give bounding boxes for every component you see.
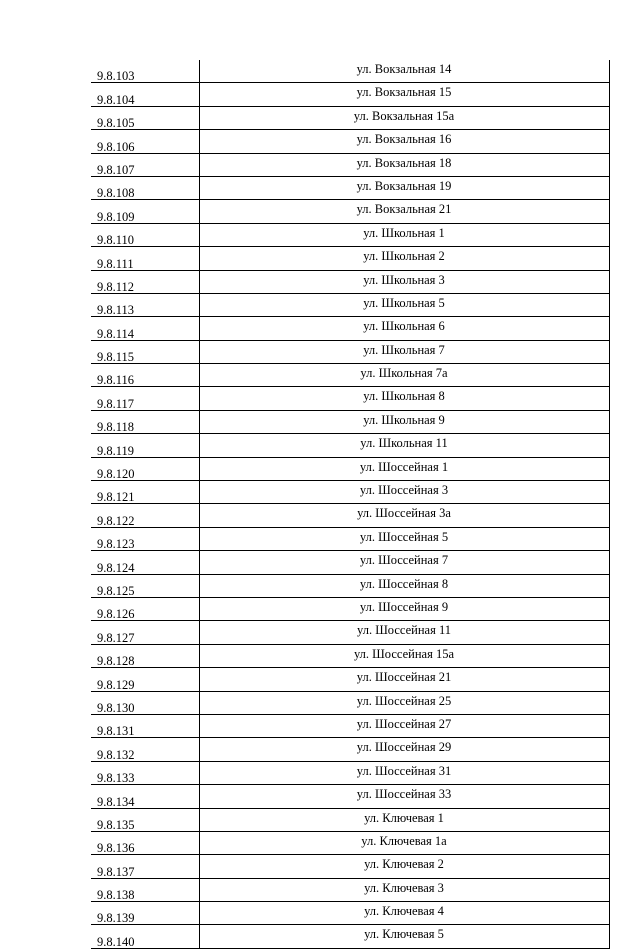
table-row <box>91 60 609 83</box>
address-cell: ул. Шоссейная 7 <box>199 551 609 574</box>
table-row <box>91 808 609 831</box>
address-cell: ул. Вокзальная 19 <box>199 176 609 199</box>
address-cell: ул. Ключевая 5 <box>199 925 609 948</box>
row-number-cell: 9.8.104 <box>91 83 199 106</box>
row-number-cell: 9.8.109 <box>91 200 199 223</box>
table-row <box>91 668 609 691</box>
row-number-cell: 9.8.137 <box>91 855 199 878</box>
address-cell: ул. Ключевая 3 <box>199 878 609 901</box>
table-row <box>91 597 609 620</box>
address-cell: ул. Школьная 2 <box>199 247 609 270</box>
row-number-cell: 9.8.121 <box>91 481 199 504</box>
address-cell: ул. Шоссейная 27 <box>199 714 609 737</box>
table-row <box>91 200 609 223</box>
row-number-cell: 9.8.126 <box>91 597 199 620</box>
table-row <box>91 831 609 854</box>
address-cell: ул. Ключевая 2 <box>199 855 609 878</box>
row-number-cell: 9.8.119 <box>91 434 199 457</box>
row-number-cell: 9.8.122 <box>91 504 199 527</box>
address-cell: ул. Школьная 1 <box>199 223 609 246</box>
address-cell: ул. Шоссейная 21 <box>199 668 609 691</box>
table-row <box>91 621 609 644</box>
address-cell: ул. Школьная 9 <box>199 410 609 433</box>
address-cell: ул. Шоссейная 11 <box>199 621 609 644</box>
table-row <box>91 855 609 878</box>
table-row <box>91 387 609 410</box>
row-number-cell: 9.8.128 <box>91 644 199 667</box>
row-number-cell: 9.8.116 <box>91 364 199 387</box>
address-cell: ул. Шоссейная 33 <box>199 785 609 808</box>
table-row <box>91 223 609 246</box>
address-table-body <box>91 60 609 948</box>
address-cell: ул. Ключевая 4 <box>199 902 609 925</box>
address-cell: ул. Школьная 3 <box>199 270 609 293</box>
row-number-cell: 9.8.110 <box>91 223 199 246</box>
table-row <box>91 644 609 667</box>
address-cell: ул. Вокзальная 18 <box>199 153 609 176</box>
address-table <box>91 60 610 949</box>
row-number-cell: 9.8.118 <box>91 410 199 433</box>
address-cell: ул. Школьная 5 <box>199 293 609 316</box>
table-row <box>91 527 609 550</box>
row-number-cell: 9.8.125 <box>91 574 199 597</box>
row-number-cell: 9.8.135 <box>91 808 199 831</box>
row-number-cell: 9.8.105 <box>91 106 199 129</box>
address-cell: ул. Школьная 6 <box>199 317 609 340</box>
row-number-cell: 9.8.107 <box>91 153 199 176</box>
address-cell: ул. Вокзальная 14 <box>199 60 609 83</box>
row-number-cell: 9.8.114 <box>91 317 199 340</box>
table-row <box>91 551 609 574</box>
row-number-cell: 9.8.111 <box>91 247 199 270</box>
table-row <box>91 153 609 176</box>
table-row <box>91 106 609 129</box>
table-row <box>91 457 609 480</box>
row-number-cell: 9.8.123 <box>91 527 199 550</box>
table-row <box>91 574 609 597</box>
address-cell: ул. Шоссейная 31 <box>199 761 609 784</box>
address-cell: ул. Вокзальная 16 <box>199 130 609 153</box>
table-row <box>91 340 609 363</box>
table-row <box>91 176 609 199</box>
row-number-cell: 9.8.120 <box>91 457 199 480</box>
row-number-cell: 9.8.129 <box>91 668 199 691</box>
table-row <box>91 761 609 784</box>
table-row <box>91 270 609 293</box>
table-row <box>91 293 609 316</box>
row-number-cell: 9.8.138 <box>91 878 199 901</box>
address-cell: ул. Шоссейная 1 <box>199 457 609 480</box>
row-number-cell: 9.8.103 <box>91 60 199 83</box>
address-cell: ул. Вокзальная 21 <box>199 200 609 223</box>
table-row <box>91 878 609 901</box>
table-row <box>91 83 609 106</box>
table-row <box>91 738 609 761</box>
table-row <box>91 691 609 714</box>
table-row <box>91 247 609 270</box>
address-cell: ул. Школьная 7а <box>199 364 609 387</box>
row-number-cell: 9.8.140 <box>91 925 199 948</box>
row-number-cell: 9.8.139 <box>91 902 199 925</box>
row-number-cell: 9.8.127 <box>91 621 199 644</box>
address-cell: ул. Школьная 11 <box>199 434 609 457</box>
address-cell: ул. Ключевая 1 <box>199 808 609 831</box>
address-cell: ул. Шоссейная 9 <box>199 597 609 620</box>
table-row <box>91 130 609 153</box>
table-row <box>91 317 609 340</box>
address-cell: ул. Школьная 7 <box>199 340 609 363</box>
row-number-cell: 9.8.106 <box>91 130 199 153</box>
table-row <box>91 364 609 387</box>
table-row <box>91 785 609 808</box>
table-row <box>91 434 609 457</box>
row-number-cell: 9.8.124 <box>91 551 199 574</box>
address-cell: ул. Ключевая 1а <box>199 831 609 854</box>
table-row <box>91 481 609 504</box>
address-cell: ул. Шоссейная 3а <box>199 504 609 527</box>
address-cell: ул. Шоссейная 15а <box>199 644 609 667</box>
address-cell: ул. Вокзальная 15 <box>199 83 609 106</box>
row-number-cell: 9.8.112 <box>91 270 199 293</box>
row-number-cell: 9.8.133 <box>91 761 199 784</box>
row-number-cell: 9.8.131 <box>91 714 199 737</box>
address-cell: ул. Шоссейная 29 <box>199 738 609 761</box>
row-number-cell: 9.8.115 <box>91 340 199 363</box>
address-cell: ул. Шоссейная 3 <box>199 481 609 504</box>
table-row <box>91 714 609 737</box>
row-number-cell: 9.8.108 <box>91 176 199 199</box>
row-number-cell: 9.8.117 <box>91 387 199 410</box>
address-cell: ул. Вокзальная 15а <box>199 106 609 129</box>
address-cell: ул. Шоссейная 8 <box>199 574 609 597</box>
row-number-cell: 9.8.136 <box>91 831 199 854</box>
row-number-cell: 9.8.134 <box>91 785 199 808</box>
table-row <box>91 504 609 527</box>
table-row <box>91 925 609 948</box>
address-cell: ул. Шоссейная 25 <box>199 691 609 714</box>
row-number-cell: 9.8.130 <box>91 691 199 714</box>
table-row <box>91 902 609 925</box>
address-cell: ул. Школьная 8 <box>199 387 609 410</box>
row-number-cell: 9.8.132 <box>91 738 199 761</box>
address-cell: ул. Шоссейная 5 <box>199 527 609 550</box>
table-row <box>91 410 609 433</box>
row-number-cell: 9.8.113 <box>91 293 199 316</box>
